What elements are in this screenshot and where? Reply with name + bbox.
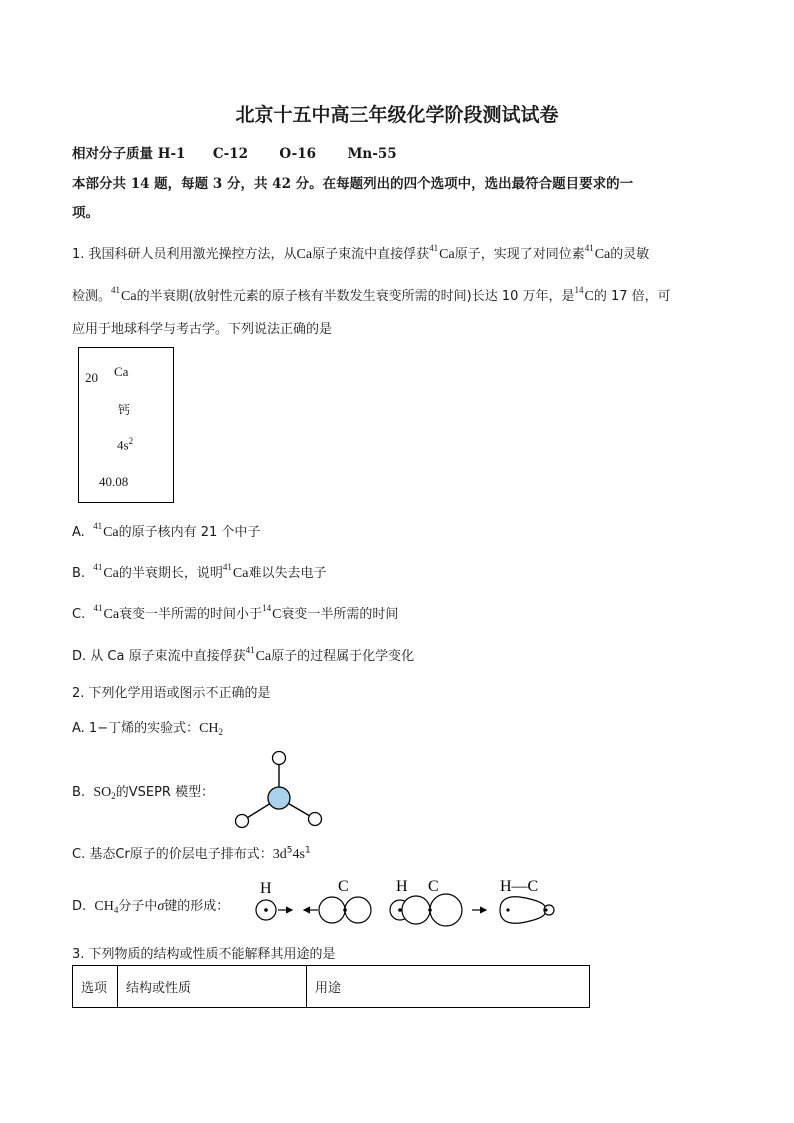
lone-pair-position — [309, 813, 322, 826]
ca-symbol: Ca — [232, 566, 249, 581]
ca-symbol: Ca — [103, 566, 119, 581]
mass-number: 41 — [584, 243, 594, 253]
q1-stem-line3: 应用于地球科学与考古学。下列说法正确的是 — [72, 322, 333, 337]
mass-mn: Mn-55 — [347, 146, 397, 162]
mass-h: 相对分子质量 H-1 — [72, 146, 186, 162]
element-symbol: Ca — [114, 364, 129, 379]
option-text: A. 1−丁烯的实验式： — [72, 721, 200, 736]
mass-number: 41 — [429, 243, 439, 253]
element-card — [78, 347, 174, 503]
header-option: 选项 — [73, 966, 118, 1008]
p-orbital-lobe — [402, 896, 430, 924]
option-label: C. — [72, 607, 86, 622]
option-text: 的原子核内有 21 个中子 — [118, 525, 261, 540]
ca-symbol: Ca — [103, 525, 119, 540]
mass-number: 41 — [245, 645, 255, 655]
page-title: 北京十五中高三年级化学阶段测试试卷 — [235, 104, 559, 126]
option-text: 衰变一半所需的时间 — [281, 607, 399, 622]
header-structure: 结构或性质 — [118, 966, 307, 1008]
ca-symbol: Ca — [121, 289, 137, 304]
relative-masses — [72, 142, 397, 162]
q2-stem: 2. 下列化学用语或图示不正确的是 — [72, 686, 271, 701]
mass-number: 14 — [262, 603, 272, 613]
sigma-bond-formation-diagram — [250, 875, 560, 927]
option-label: A. — [72, 525, 85, 540]
q2-option-b — [72, 781, 214, 801]
electron-config — [117, 436, 133, 453]
ca-symbol: Ca — [439, 247, 455, 262]
sigma-symbol: σ — [157, 899, 165, 914]
option-text: 的半衰期长，说明 — [118, 566, 223, 581]
oxygen-atom — [236, 815, 249, 828]
config-base: 4s — [117, 437, 129, 453]
subscript: 2 — [111, 791, 116, 801]
q1-text: 的半衰期(放射性元素的原子核有半数发生衰变所需的时间)长达 10 万年，是 — [136, 289, 575, 304]
c-label: C — [338, 878, 349, 895]
element-name: 钙 — [118, 403, 131, 417]
formula: CH — [199, 721, 219, 736]
formula: SO — [93, 785, 112, 800]
ca-symbol: Ca — [594, 247, 611, 262]
mass-number: 41 — [93, 562, 103, 572]
mass-o: O-16 — [279, 146, 317, 162]
ca-symbol: Ca — [103, 607, 120, 622]
p-orbital-lobe — [430, 894, 462, 926]
q1-text: 1. 我国科研人员利用激光操控方法，从 — [72, 247, 297, 262]
table-header-row — [73, 966, 590, 1008]
section-instruction-line2: 项。 — [72, 205, 99, 221]
formula: CH — [94, 899, 114, 914]
oxygen-atom — [273, 752, 286, 765]
option-label: B. — [72, 566, 86, 581]
vsepr-model-diagram — [230, 748, 330, 832]
q2-option-d — [72, 895, 229, 915]
option-text: 衰变一半所需的时间小于 — [119, 607, 263, 622]
option-text: 的VSEPR 模型： — [115, 785, 215, 800]
p-orbital-lobe — [319, 897, 345, 923]
q1-text: 原子束流中直接俘获 — [312, 247, 430, 262]
mass-number: 14 — [574, 285, 584, 295]
q1-text: 检测。 — [72, 289, 112, 304]
section-instruction-line1: 本部分共 14 题，每题 3 分，共 42 分。在每题列出的四个选项中，选出最符合题目要求的一 — [72, 176, 634, 192]
q1-stem-line2 — [72, 285, 671, 305]
q3-table — [72, 965, 590, 1008]
atomic-mass: 40.08 — [99, 474, 129, 489]
q1-option-b — [72, 562, 326, 582]
atomic-number: 20 — [85, 370, 98, 385]
q2-option-a — [72, 717, 223, 737]
config-sup: 2 — [128, 436, 134, 446]
c-label: C — [428, 878, 439, 895]
option-text: 原子的过程属于化学变化 — [271, 649, 415, 664]
ca-symbol: Ca — [296, 247, 313, 262]
q1-text: 的 17 倍，可 — [593, 289, 671, 304]
option-text: 难以失去电子 — [248, 566, 327, 581]
q1-stem-line1 — [72, 243, 649, 263]
option-text: C. 基态Cr原子的价层电子排布式： — [72, 847, 273, 862]
q1-option-a — [72, 521, 260, 541]
header-use: 用途 — [307, 966, 590, 1008]
c-symbol: C — [584, 289, 594, 304]
h-label: H — [260, 880, 272, 897]
option-text: D. 从 Ca 原子束流中直接俘获 — [72, 649, 246, 664]
mass-number: 41 — [93, 521, 103, 531]
orbital: 4s — [292, 847, 305, 862]
subscript: 4 — [113, 905, 119, 915]
ca-symbol: Ca — [255, 649, 272, 664]
option-text: 分子中 — [118, 899, 158, 914]
option-text: 键的形成： — [164, 899, 230, 914]
q1-option-d — [72, 645, 414, 665]
mass-c: C-12 — [212, 146, 248, 162]
q1-text: 的灵敏 — [610, 247, 650, 262]
q3-stem: 3. 下列物质的结构或性质不能解释其用途的是 — [72, 947, 336, 962]
mass-number: 41 — [93, 603, 103, 613]
subscript: 2 — [218, 727, 224, 737]
mass-number: 41 — [222, 562, 232, 572]
mass-number: 41 — [111, 285, 121, 295]
hc-label: H—C — [500, 878, 539, 895]
sulfur-atom — [268, 787, 290, 809]
electron-count: 1 — [304, 845, 311, 856]
p-orbital-lobe — [345, 897, 371, 923]
electron-count: 5 — [286, 845, 293, 856]
option-label: D. — [72, 899, 87, 914]
orbital: 3d — [272, 847, 287, 862]
h-label: H — [396, 878, 408, 895]
option-label: B. — [72, 785, 86, 800]
q1-text: 原子，实现了对同位素 — [454, 247, 585, 262]
c-symbol: C — [272, 607, 282, 622]
q1-option-c — [72, 603, 398, 623]
q2-option-c — [72, 843, 311, 863]
